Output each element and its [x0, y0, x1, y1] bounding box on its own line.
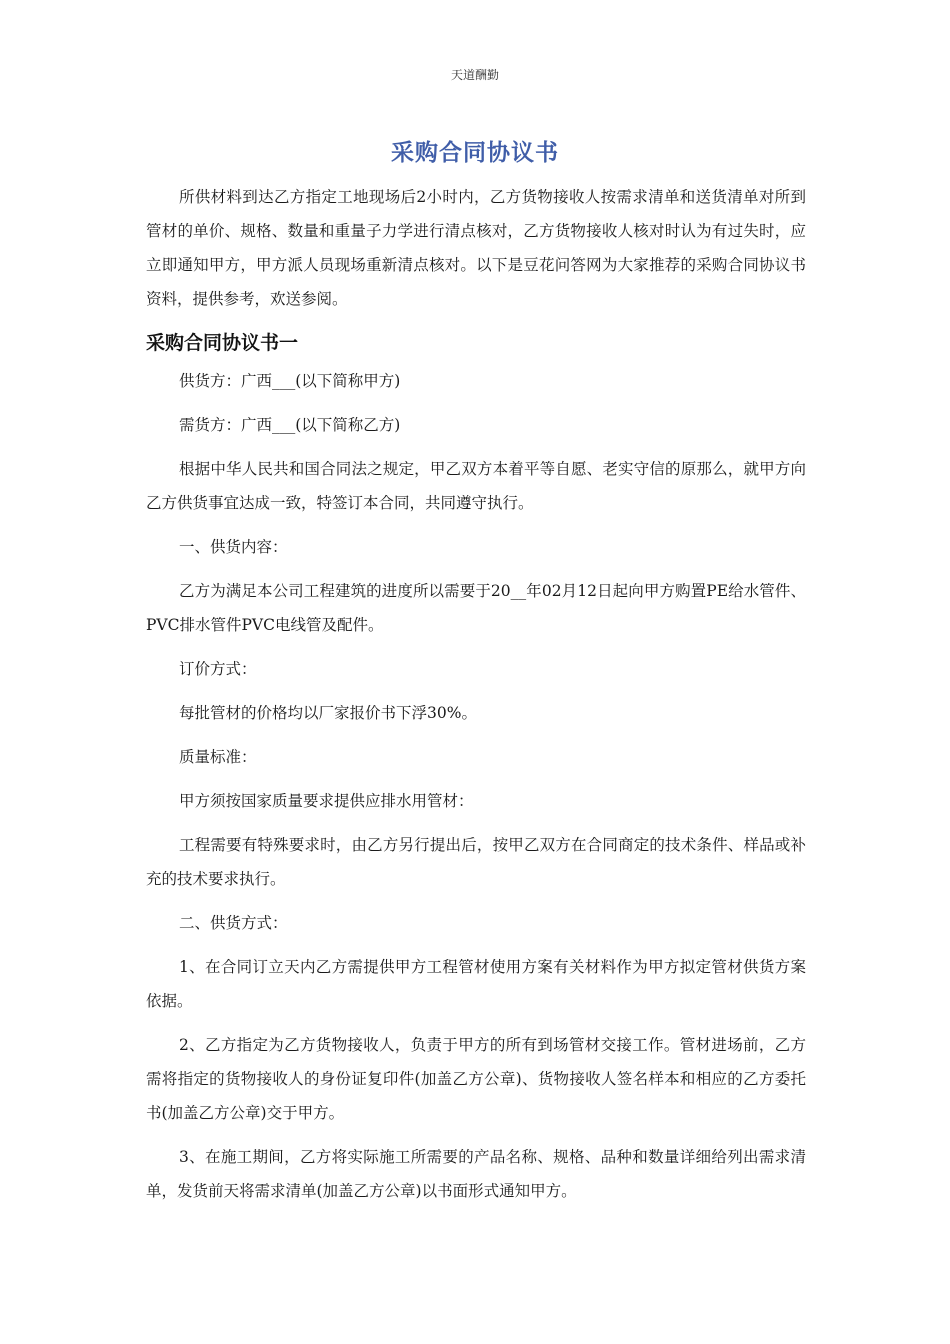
paragraph-supply-content: 乙方为满足本公司工程建筑的进度所以需要于20__年02月12日起向甲方购置PE给水管件、PVC排水管件PVC电线管及配件。 [146, 582, 806, 634]
paragraph-buyer: 需货方：广西___(以下简称乙方) [179, 416, 401, 434]
document-title: 采购合同协议书 [391, 140, 559, 166]
paragraph-pricing-heading: 订价方式： [179, 660, 257, 678]
paragraph-supply-method-heading: 二、供货方式： [179, 914, 288, 932]
paragraph-clause-1: 1、在合同订立天内乙方需提供甲方工程管材使用方案有关材料作为甲方拟定管材供货方案依据。 [146, 958, 806, 1010]
paragraph-supply-content-heading: 一、供货内容： [179, 538, 288, 556]
paragraph-quality: 甲方须按国家质量要求提供应排水用管材： [179, 792, 474, 810]
document-body [146, 180, 806, 1208]
paragraph-clause-2: 2、乙方指定为乙方货物接收人，负责于甲方的所有到场管材交接工作。管材进场前，乙方需将指定的货物接收人的身份证复印件(加盖乙方公章)、货物接收人签名样本和相应的乙方委托书(加盖乙方公章)交于甲方。 [146, 1036, 806, 1122]
section-heading: 采购合同协议书一 [146, 332, 299, 354]
page-header: 天道酬勤 [450, 68, 499, 82]
paragraph-special-requirements: 工程需要有特殊要求时，由乙方另行提出后，按甲乙双方在合同商定的技术条件、样品或补充的技术要求执行。 [146, 836, 806, 888]
paragraph-basis: 根据中华人民共和国合同法之规定，甲乙双方本着平等自愿、老实守信的原那么，就甲方向乙方供货事宜达成一致，特签订本合同，共同遵守执行。 [146, 460, 806, 512]
paragraph-quality-heading: 质量标准： [179, 748, 257, 766]
paragraph-supplier: 供货方：广西___(以下简称甲方) [179, 372, 401, 390]
intro-paragraph: 所供材料到达乙方指定工地现场后2小时内，乙方货物接收人按需求清单和送货清单对所到管材的单价、规格、数量和重量子力学进行清点核对，乙方货物接收人核对时认为有过失时，应立即通知甲方，甲方派人员现场重新清点核对。以下是豆花问答网为大家推荐的采购合同协议书资料，提供参考，欢送参阅。 [146, 188, 806, 308]
paragraph-pricing: 每批管材的价格均以厂家报价书下浮30%。 [179, 704, 477, 722]
paragraph-clause-3: 3、在施工期间，乙方将实际施工所需要的产品名称、规格、品种和数量详细给列出需求清单，发货前天将需求清单(加盖乙方公章)以书面形式通知甲方。 [146, 1148, 806, 1200]
